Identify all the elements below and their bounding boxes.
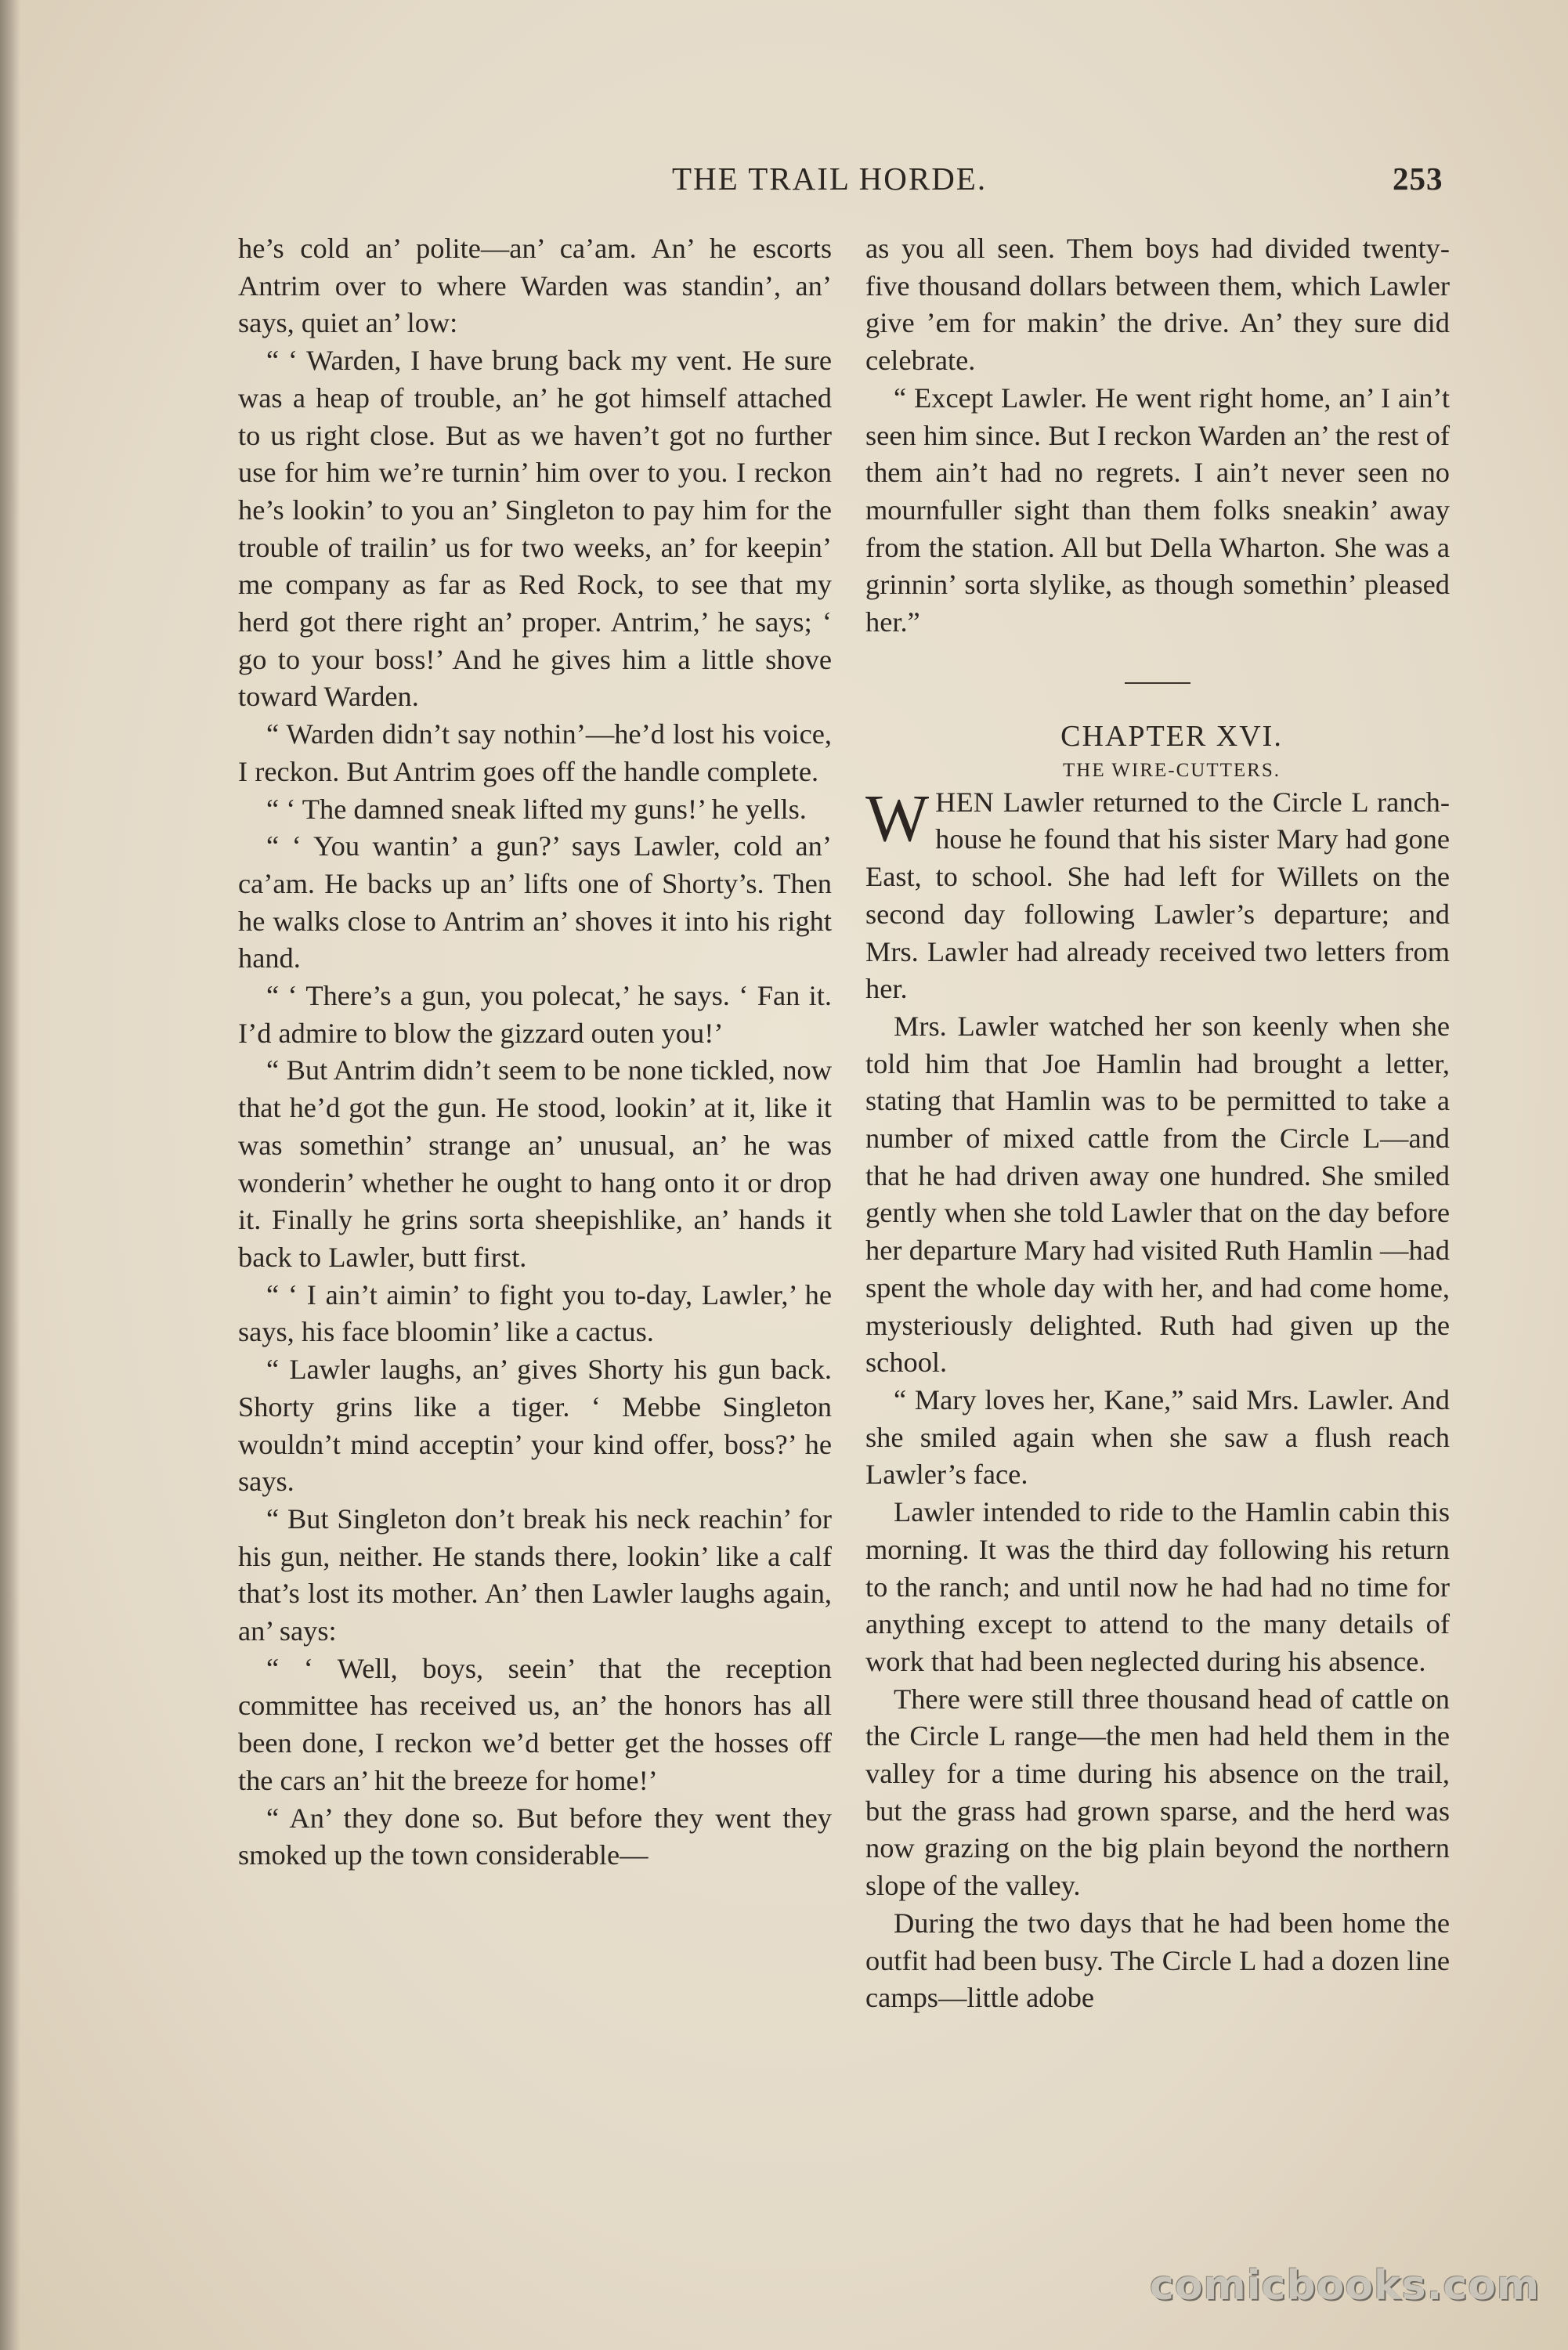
paragraph: “ An’ they done so. But before they went they smoked up the town considerable—	[238, 1802, 832, 1871]
paragraph: “ ‘ I ain’t aimin’ to fight you to-day, Lawler,’ he says, his face bloomin’ like a cactus.	[238, 1278, 832, 1348]
paragraph: “ Lawler laughs, an’ gives Shorty his gun back. Shorty grins like a tiger. ‘ Mebbe Singleton wouldn’t mind acceptin’ your kind offer, boss?’ he says.	[238, 1354, 832, 1498]
paragraph: Lawler intended to ride to the Hamlin cabin this morning. It was the third day following his return to the ranch; and until now he had had no time for anything except to attend to the many details of work that had been neglected during his absence.	[865, 1496, 1450, 1677]
paragraph: “ Warden didn’t say nothin’—he’d lost his voice, I reckon. But Antrim goes off the handle complete.	[238, 718, 832, 787]
drop-cap: W	[865, 779, 930, 855]
paragraph: “ ‘ There’s a gun, you polecat,’ he says. ‘ Fan it. I’d admire to blow the gizzard outen you!’	[238, 980, 832, 1049]
section-divider	[1125, 682, 1190, 684]
watermark-logo: comicbooks.com	[1150, 2262, 1541, 2309]
page-header	[0, 160, 1568, 207]
paragraph: “ But Antrim didn’t seem to be none tickled, now that he’d got the gun. He stood, lookin’ at it, like it was somethin’ strange an’ unusual, an’ he was wonderin’ whether he ought to hang onto it or drop it. Finally he grins sorta sheepishlike, an’ hands it back to Lawler, butt first.	[238, 1054, 832, 1273]
paragraph: During the two days that he had been home the outfit had been busy. The Circle L had a dozen line camps—little adobe	[865, 1907, 1450, 2014]
paragraph: “ Except Lawler. He went right home, an’ I ain’t seen him since. But I reckon Warden an’ the rest of them ain’t had no regrets. I ain’t never seen no mournfuller sight than them folks sneakin’ away from the station. All but Della Wharton. She was a grinnin’ sorta slylike, as though somethin’ pleased her.”	[865, 381, 1450, 638]
chapter-title: THE WIRE-CUTTERS.	[1063, 759, 1281, 781]
chapter-opening-paragraph	[865, 779, 1450, 1008]
right-column	[865, 230, 1450, 2017]
paragraph: as you all seen. Them boys had divided twenty-five thousand dollars between them, which Lawler give ’em for makin’ the drive. An’ they sure did celebrate.	[865, 233, 1450, 377]
running-title: THE TRAIL HORDE.	[672, 161, 988, 197]
page-binding-edge	[0, 0, 20, 2350]
opening-text: HEN Lawler returned to the Circle L ranch-house he found that his sister Mary had gone East, to school. She had left for Willets on the second day following Lawler’s departure; and Mrs. Lawler had already received two letters from her.	[865, 786, 1450, 1005]
page-number: 253	[1393, 161, 1443, 197]
paragraph: “ ‘ Well, boys, seein’ that the reception committee has received us, an’ the honors has all been done, I reckon we’d better get the hosses off the cars an’ hit the breeze for home!’	[238, 1652, 832, 1796]
paragraph: “ ‘ The damned sneak lifted my guns!’ he yells.	[266, 793, 807, 825]
paragraph: There were still three thousand head of cattle on the Circle L range—the men had held them in the valley for a time during his absence on the trail, but the grass had grown sparse, and the herd was now grazing on the big plain beyond the northern slope of the valley.	[865, 1683, 1450, 1902]
paragraph: Mrs. Lawler watched her son keenly when she told him that Joe Hamlin had brought a letter, stating that Hamlin was to be permitted to take a number of mixed cattle from the Circle L—and that he had driven away one hundred. She smiled gently when she told Lawler that on the day before her departure Mary had visited Ruth Hamlin —had spent the whole day with her, and had come home, mysteriously delighted. Ruth had given up the school.	[865, 1010, 1450, 1379]
paragraph: “ But Singleton don’t break his neck reachin’ for his gun, neither. He stands there, lookin’ like a calf that’s lost its mother. An’ then Lawler laughs again, an’ says:	[238, 1502, 832, 1647]
left-column	[238, 230, 832, 1875]
paragraph: “ Mary loves her, Kane,” said Mrs. Lawler. And she smiled again when she saw a flush reach Lawler’s face.	[865, 1383, 1450, 1491]
paragraph: “ ‘ You wantin’ a gun?’ says Lawler, cold an’ ca’am. He backs up an’ lifts one of Shorty’s. Then he walks close to Antrim an’ shoves it into his right hand.	[238, 830, 832, 974]
paragraph: “ ‘ Warden, I have brung back my vent. He sure was a heap of trouble, an’ he got himself attached to us right close. But as we haven’t got no further use for him we’re turnin’ him over to you. I reckon he’s lookin’ to you an’ Singleton to pay him for the trouble of trailin’ us for two weeks, an’ for keepin’ me company as far as Red Rock, to see that my herd got there right an’ proper. Antrim,’ he says; ‘ go to your boss!’ And he gives him a little shove toward Warden.	[238, 345, 832, 713]
chapter-number: CHAPTER XVI.	[1060, 719, 1283, 753]
paragraph: he’s cold an’ polite—an’ ca’am. An’ he escorts Antrim over to where Warden was standin’, an’ says, quiet an’ low:	[238, 233, 832, 339]
